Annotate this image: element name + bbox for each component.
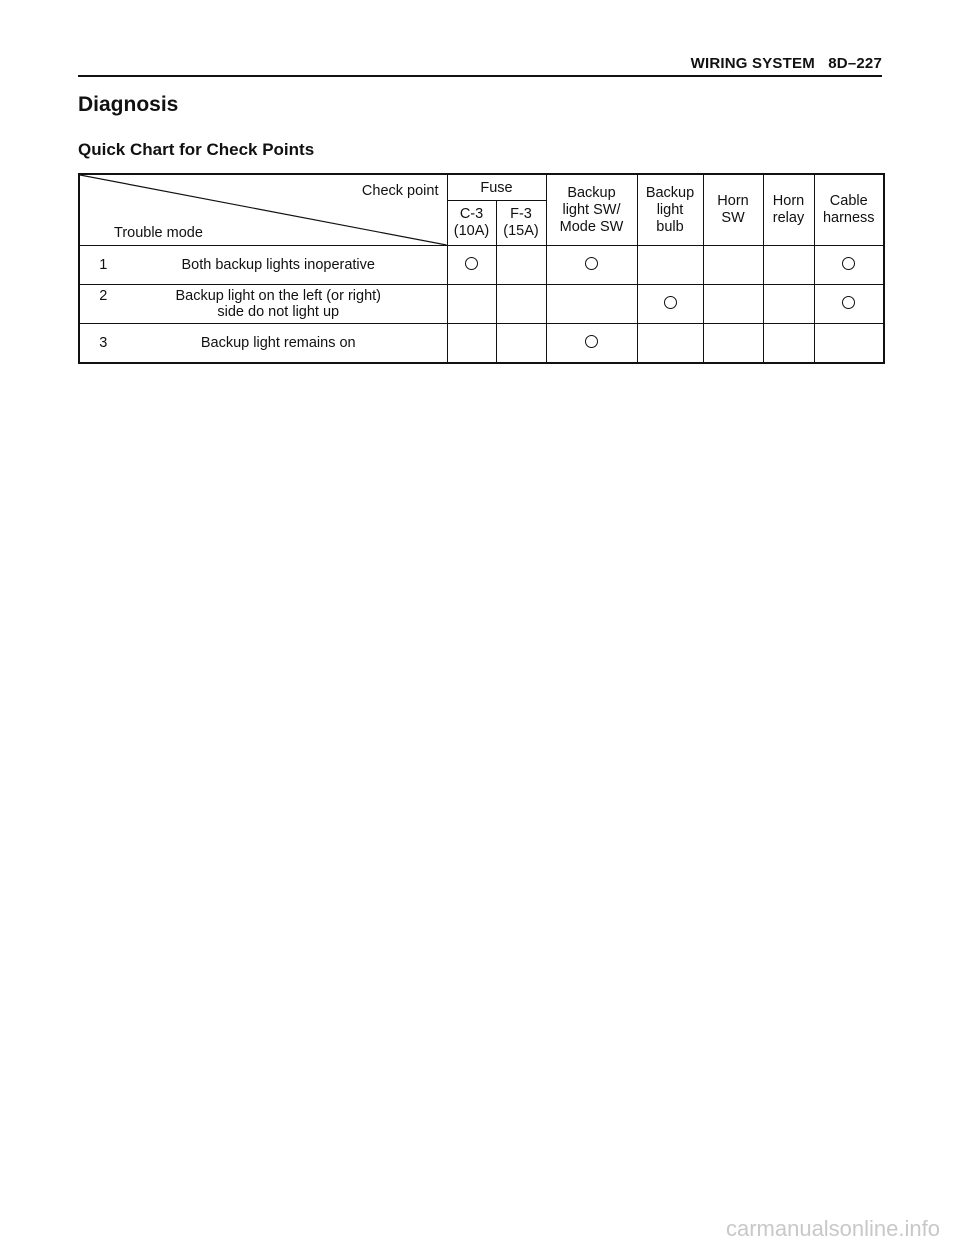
fuse-group-header: Fuse [447, 174, 546, 201]
trouble-mode-cell [79, 285, 447, 324]
section-subtitle: Quick Chart for Check Points [78, 140, 315, 159]
check-cell [546, 246, 637, 285]
trouble-mode-cell [79, 324, 447, 364]
row-text-line1: Backup light on the left (or right) [175, 288, 382, 304]
trouble-mode-label: Trouble mode [114, 225, 203, 241]
check-cell [447, 324, 496, 364]
col-header-cable-harness: Cable harness [814, 174, 884, 246]
table-row [79, 246, 884, 285]
check-cell [814, 285, 884, 324]
check-cell [637, 324, 703, 364]
check-mark-circle-icon [664, 296, 677, 309]
check-cell [763, 246, 814, 285]
check-cell [703, 324, 763, 364]
check-cell [763, 324, 814, 364]
check-cell [447, 285, 496, 324]
check-mark-circle-icon [842, 296, 855, 309]
col-header-backup-light-bulb: Backup light bulb [637, 174, 703, 246]
page-title: Diagnosis [78, 93, 179, 116]
check-cell [814, 324, 884, 364]
col-header-horn-sw: Horn SW [703, 174, 763, 246]
col-header-fuse-c3: C-3 (10A) [447, 201, 496, 246]
check-cell [637, 285, 703, 324]
check-cell [496, 246, 546, 285]
row-text-line1: Both backup lights inoperative [181, 257, 375, 273]
check-cell [637, 246, 703, 285]
table-corner-cell [79, 174, 447, 246]
col-header-backup-light-sw: Backup light SW/ Mode SW [546, 174, 637, 246]
check-mark-circle-icon [585, 335, 598, 348]
table-row [79, 285, 884, 324]
check-cell [546, 285, 637, 324]
table-row [79, 324, 884, 364]
page-header [78, 55, 882, 77]
header-page-number: 8D–227 [828, 55, 882, 72]
check-cell [763, 285, 814, 324]
check-cell [546, 324, 637, 364]
header-section: WIRING SYSTEM [690, 55, 815, 72]
col-header-fuse-f3: F-3 (15A) [496, 201, 546, 246]
check-cell [703, 285, 763, 324]
row-text-line2: side do not light up [217, 304, 340, 320]
check-cell [703, 246, 763, 285]
check-mark-circle-icon [842, 257, 855, 270]
row-number: 1 [99, 257, 108, 273]
watermark: carmanualsonline.info [725, 1216, 940, 1241]
check-cell [814, 246, 884, 285]
check-cell [496, 324, 546, 364]
check-mark-circle-icon [585, 257, 598, 270]
col-header-horn-relay: Horn relay [763, 174, 814, 246]
check-cell [447, 246, 496, 285]
row-number: 2 [99, 288, 108, 304]
check-cell [496, 285, 546, 324]
trouble-mode-cell [79, 246, 447, 285]
row-text-line1: Backup light remains on [200, 335, 356, 351]
check-point-label: Check point [361, 183, 439, 199]
row-number: 3 [99, 335, 108, 351]
check-mark-circle-icon [465, 257, 478, 270]
quick-chart-table [78, 173, 885, 364]
